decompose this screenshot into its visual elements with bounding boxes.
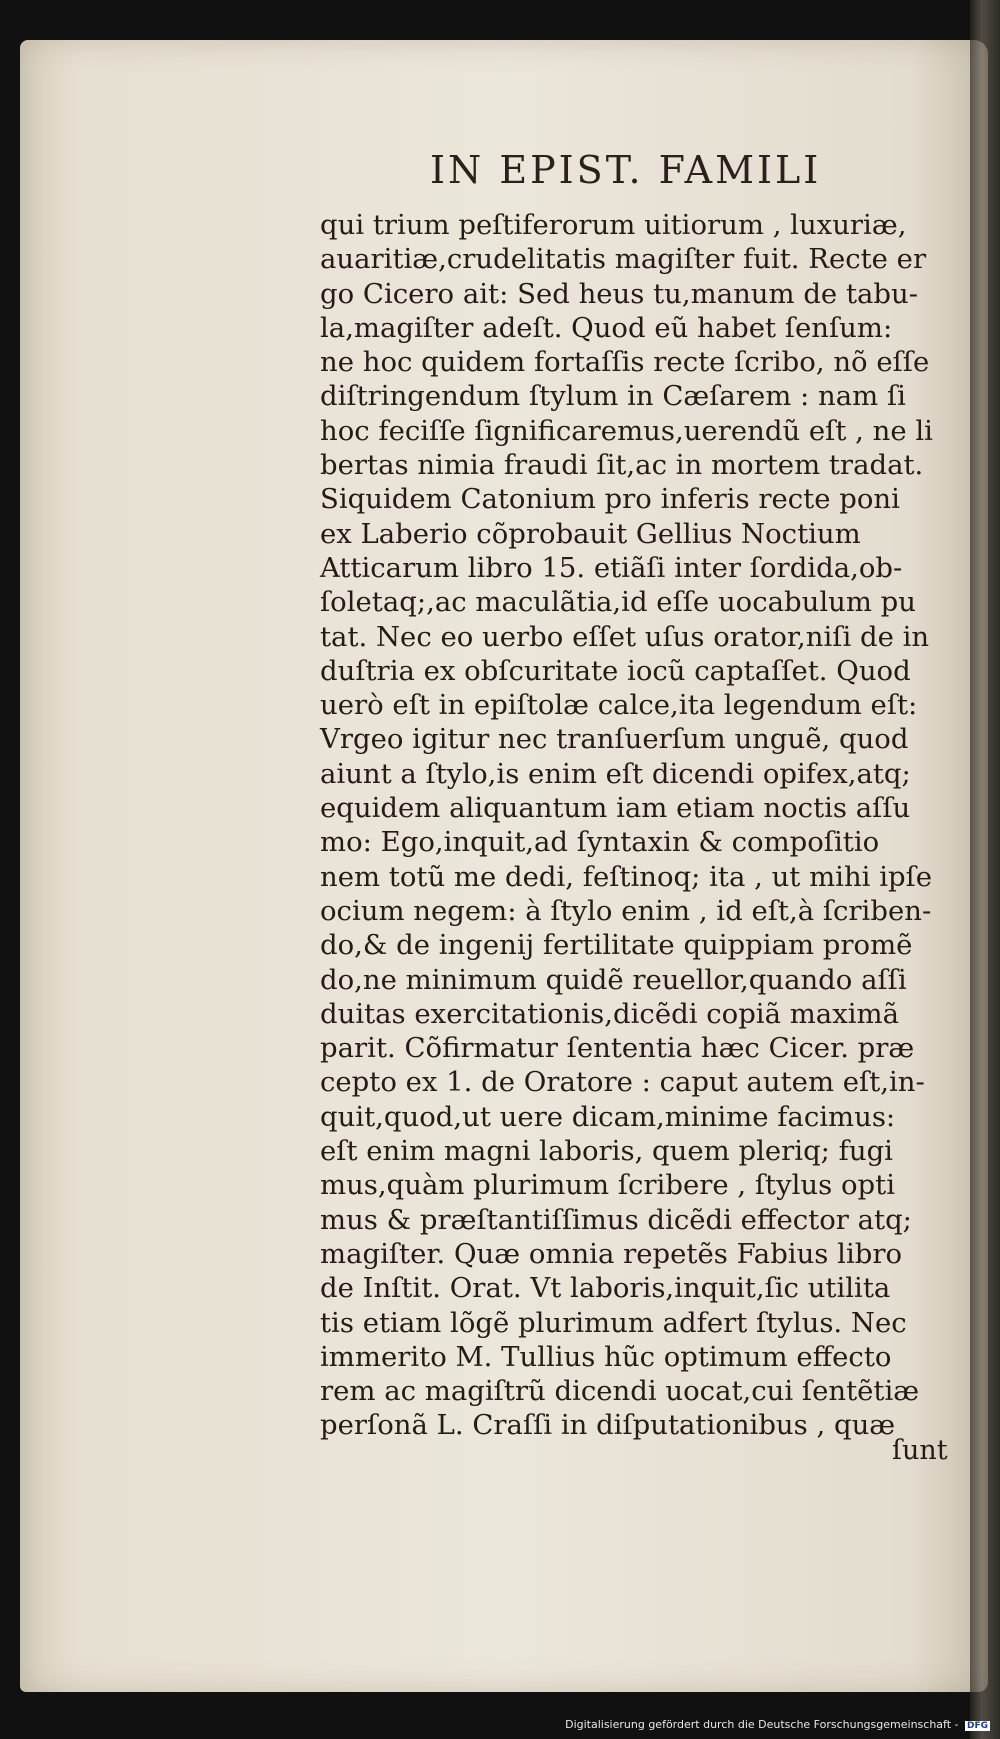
text-line: immerito M. Tullius hũc optimum effecto: [320, 1340, 892, 1373]
text-line: ſoletaq;,ac maculãtia,id eſſe uocabulum pu: [320, 586, 916, 619]
text-line: ne hoc quidem fortaſſis recte ſcribo, nõ eſſe: [320, 346, 930, 379]
text-line: duitas exercitationis,dicẽdi copiã maximã: [320, 997, 899, 1030]
text-line: diſtringendum ſtylum in Cæſarem : nam ſi: [320, 380, 906, 413]
text-line: quit,quod,ut uere dicam,minime facimus:: [320, 1100, 896, 1133]
text-line: nem totũ me dedi, feſtinoq; ita , ut mihi ipſe: [320, 860, 933, 893]
text-line: bertas nimia fraudi ſit,ac in mortem tradat.: [320, 449, 924, 482]
text-line: cepto ex 1. de Oratore : caput autem eſt,in-: [320, 1066, 925, 1099]
body-text: [320, 208, 960, 1443]
text-line: tat. Nec eo uerbo eſſet uſus orator,niſi de in: [320, 620, 930, 653]
credit-text: Digitalisierung gefördert durch die Deutsche Forschungsgemeinschaft -: [565, 1718, 959, 1731]
text-line: mo: Ego,inquit,ad ſyntaxin & compoſitio: [320, 826, 880, 859]
text-line: Siquidem Catonium pro inferis recte poni: [320, 483, 900, 516]
text-line: do,& de ingenij fertilitate quippiam promẽ: [320, 929, 913, 962]
catchword: ſunt: [892, 1435, 948, 1466]
text-line: ocium negem: à ſtylo enim , id eſt,à ſcriben-: [320, 894, 932, 927]
text-line: de Inſtit. Orat. Vt laboris,inquit,ſic utilita: [320, 1272, 891, 1305]
text-line: qui trium peſtiferorum uitiorum , luxuriæ,: [320, 209, 907, 241]
text-line: Atticarum libro 15. etiãſi inter ſordida,ob-: [320, 551, 903, 584]
text-line: eſt enim magni laboris, quem pleriq; fugi: [320, 1135, 893, 1168]
digitization-credit: [565, 1718, 990, 1731]
text-line: do,ne minimum quidẽ reuellor,quando aſſi: [320, 963, 907, 996]
running-header: IN EPIST. FAMILI: [430, 148, 822, 192]
text-line: mus,quàm plurimum ſcribere , ſtylus opti: [320, 1169, 896, 1202]
text-line: tis etiam lõgẽ plurimum adfert ſtylus. Nec: [320, 1306, 907, 1339]
text-line: parit. Cõfirmatur ſententia hæc Cicer. præ: [320, 1032, 915, 1065]
text-line: mus & præſtantiſſimus dicẽdi effector atq;: [320, 1203, 912, 1236]
text-line: rem ac magiſtrũ dicendi uocat,cui ſentẽtiæ: [320, 1375, 920, 1408]
text-line: hoc feciſſe ſignificaremus,uerendũ eſt , ne li: [320, 414, 933, 447]
text-line: la,magiſter adeſt. Quod eũ habet ſenſum:: [320, 311, 893, 344]
text-line: magiſter. Quæ omnia repetẽs Fabius libro: [320, 1237, 903, 1270]
text-line: aiunt a ſtylo,is enim eſt dicendi opifex,atq;: [320, 757, 911, 790]
page-edge: [970, 0, 1000, 1739]
text-line: ex Laberio cõprobauit Gellius Noctium: [320, 517, 861, 550]
text-line: perſonã L. Craſſi in diſputationibus , quæ: [320, 1409, 896, 1442]
text-line: duſtria ex obſcuritate iocũ captaſſet. Quod: [320, 654, 911, 687]
dfg-logo: DFG: [966, 1721, 988, 1731]
text-line: uerò eſt in epiſtolæ calce,ita legendum eſt:: [320, 689, 918, 722]
text-line: go Cicero ait: Sed heus tu,manum de tabu-: [320, 277, 919, 310]
text-line: equidem aliquantum iam etiam noctis aſſu: [320, 792, 911, 825]
book-page: [20, 40, 988, 1692]
text-line: Vrgeo igitur nec tranſuerſum unguẽ, quod: [320, 723, 909, 756]
text-line: auaritiæ,crudelitatis magiſter fuit. Recte er: [320, 243, 927, 276]
